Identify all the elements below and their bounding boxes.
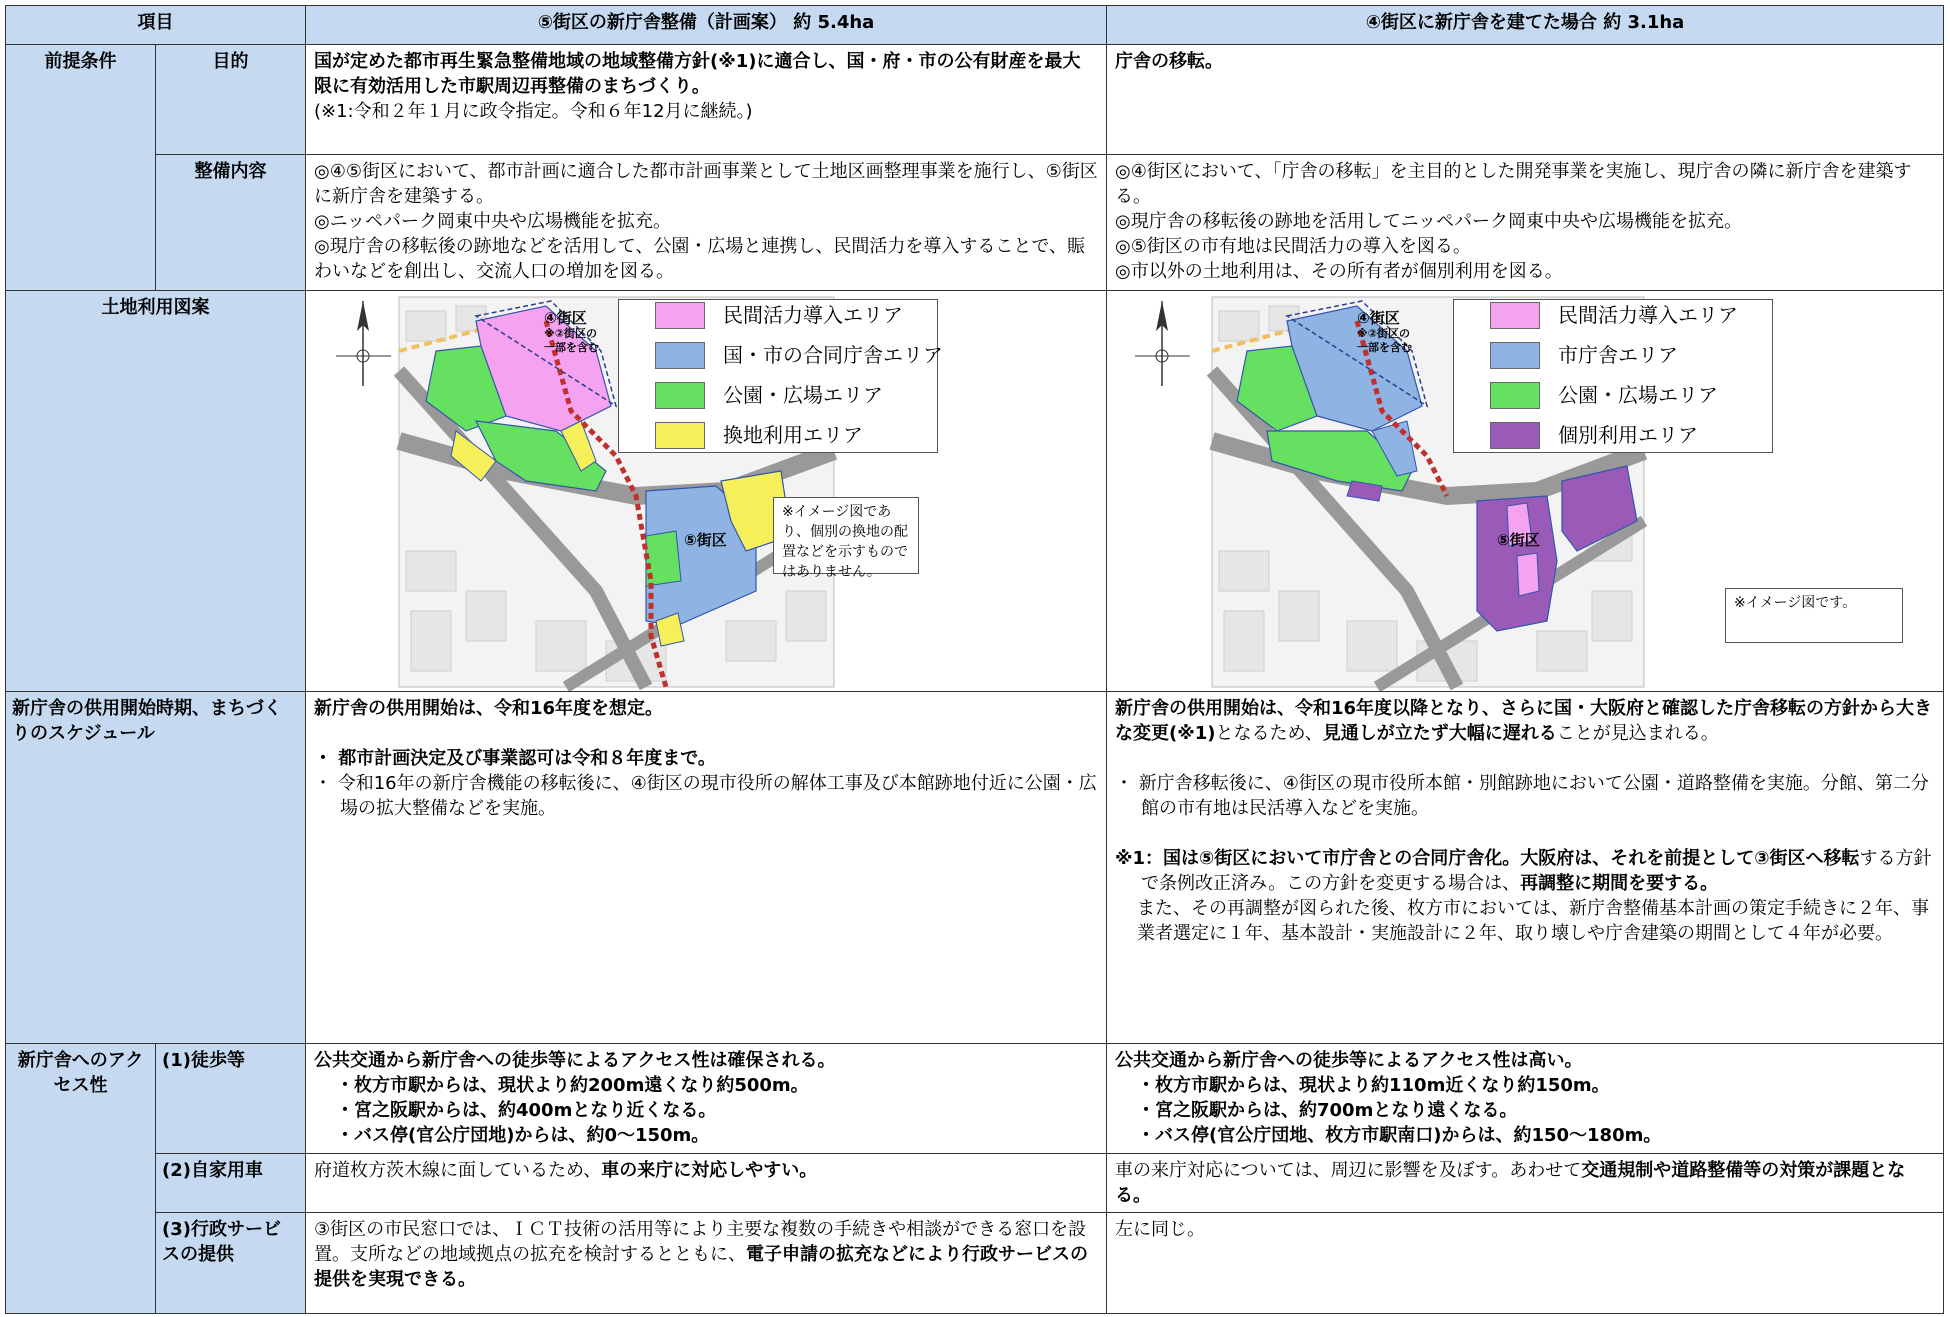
premise-label: 前提条件 [6,45,156,291]
content-plan4-item: ◎市以外の土地利用は、その所有者が個別利用を図る。 [1115,261,1563,282]
plan4-legend-label: 公園・広場エリア [1558,383,1718,407]
access-walk-plan4-item: ・バス停(官公庁団地、枚方市駅南口)からは、約150～180m。 [1137,1125,1662,1146]
plan5-legend-label: 民間活力導入エリア [723,303,903,327]
access-service-plan4-text: 左に同じ。 [1115,1219,1205,1240]
landuse-label: 土地利用図案 [6,291,306,692]
access-service-plan5 [306,1213,1107,1314]
header-item: 項目 [6,6,306,45]
schedule-plan4-note [1115,846,1935,896]
access-walk-plan5-lead: 公共交通から新庁舎への徒歩等によるアクセス性は確保される。 [314,1050,836,1071]
landuse-row [6,291,1944,692]
plan4-legend-swatch [1490,422,1540,449]
content-plan5-item: ◎ニッペパーク岡東中央や広場機能を拡充。 [314,211,671,232]
access-service-row [6,1213,1944,1314]
plan4-legend-label: 個別利用エリア [1558,423,1698,447]
purpose-row [6,45,1944,155]
schedule-plan4-note-plain: する方針で条例改正済み。この方針を変更する場合は、 [1141,848,1932,894]
schedule-plan4-note-bold: ※1：国は⑤街区において市庁舎との合同庁舎化。大阪府は、それを前提として③街区へ移転 [1115,848,1860,869]
purpose-plan5 [306,45,1107,155]
content-plan4-item: ◎④街区において、「庁舎の移転」を主目的とした開発事業を実施し、現庁舎の隣に新庁舎を建築する。 [1115,161,1912,207]
schedule-plan4-note-bold: 再調整に期間を要する。 [1520,873,1719,894]
schedule-plan4-lead-bold: 見通しが立たず大幅に遅れる [1322,723,1557,744]
access-car-plan4 [1107,1154,1944,1213]
schedule-plan4-lead-plain: となるため、 [1215,723,1323,744]
schedule-plan4-bullet: ・ 新庁舎移転後に、④街区の現市役所本館・別館跡地において公園・道路整備を実施。分館、第二分館の市有地は民活導入などを実施。 [1115,773,1929,819]
content-plan4-item: ◎⑤街区の市有地は民間活力の導入を図る。 [1115,236,1471,257]
north-arrow-icon [1135,301,1190,386]
access-car-plan4-text [1115,1158,1935,1208]
comparison-table [5,5,1944,1314]
plan4-legend-item [1454,302,1772,330]
access-car-plan4-bold: 交通規制や道路整備等の対策が課題となる。 [1115,1160,1906,1206]
access-walk-plan5-item: ・バス停(官公庁団地)からは、約0～150m。 [336,1125,710,1146]
comparison-sheet [5,5,1943,1310]
plan4-block4-label: ④街区 [1357,309,1400,327]
plan5-legend-swatch [655,342,705,369]
access-service-plan5-plain: ③街区の市民窓口では、ＩＣＴ技術の活用等により主要な複数の手続きや相談ができる窓口を設置。支所などの地域拠点の拡充を検討するとともに、 [314,1219,1087,1265]
header-row [6,6,1944,45]
content-plan5-item: ◎④⑤街区において、都市計画に適合した都市計画事業として土地区画整理事業を施行し、⑤街区に新庁舎を建築する。 [314,161,1098,207]
content-plan4 [1107,155,1944,291]
access-walk-plan5 [306,1044,1107,1154]
plan4-legend-swatch [1490,302,1540,329]
content-plan4-item: ◎現庁舎の移転後の跡地を活用してニッペパーク岡東中央や広場機能を拡充。 [1115,211,1742,232]
access-service-plan5-bold: 電子申請の拡充などにより行政サービスの提供を実現できる。 [314,1244,1088,1290]
access-walk-plan5-item: ・宮之阪駅からは、約400mとなり近くなる。 [336,1100,717,1121]
access-walk-label: (1)徒歩等 [156,1044,306,1154]
plan5-legend-item [619,342,943,370]
schedule-plan4-lead-bold: 新庁舎の供用開始は、令和16年度以降となり、さらに国・大阪府と確認した庁舎移転の方針から大きな変更(※1) [1115,698,1933,744]
access-service-plan4 [1107,1213,1944,1314]
plan4-block4-sub: ※②街区の一部を含む [1357,327,1412,354]
plan5-legend-label: 公園・広場エリア [723,383,883,407]
plan4-legend-label: 市庁舎エリア [1558,343,1678,367]
access-car-plan5-text [314,1158,1098,1183]
access-car-plan5 [306,1154,1107,1213]
schedule-plan4-lead [1115,696,1935,746]
access-walk-plan4-item: ・宮之阪駅からは、約700mとなり遠くなる。 [1137,1100,1518,1121]
access-car-label: (2)自家用車 [156,1154,306,1213]
plan5-legend-item [619,302,937,330]
access-walk-plan5-item: ・枚方市駅からは、現状より約200m遠くなり約500m。 [336,1075,809,1096]
plan5-legend-item [619,382,937,410]
plan5-block5-label: ⑤街区 [684,531,727,549]
plan5-image-note: ※イメージ図であり、個別の換地の配置などを示すものではありません。 [773,497,919,574]
access-car-plan5-plain: 府道枚方茨木線に面しているため、 [314,1160,602,1181]
purpose-plan4 [1107,45,1944,155]
purpose-plan5-note: (※1:令和２年１月に政令指定。令和６年12月に継続。) [314,101,753,122]
access-walk-plan4 [1107,1044,1944,1154]
schedule-label: 新庁舎の供用開始時期、まちづくりのスケジュール [6,692,306,1044]
plan5-legend-item [619,422,937,450]
plan4-zone-private [1517,553,1539,596]
plan5-legend-swatch [655,382,705,409]
schedule-plan4-note-continued: また、その再調整が図られた後、枚方市においては、新庁舎整備基本計画の策定手続きに２年、事業者選定に１年、基本設計・実施設計に２年、取り壊しや庁舎建築の期間として４年が必要。 [1137,898,1929,944]
landuse-plan5-map [306,291,1107,692]
header-plan4: ④街区に新庁舎を建てた場合 約 3.1ha [1107,6,1944,45]
plan4-legend-swatch [1490,382,1540,409]
access-walk-plan4-item: ・枚方市駅からは、現状より約110m近くなり約150m。 [1137,1075,1610,1096]
north-arrow-icon [336,301,391,386]
purpose-plan4-text: 庁舎の移転。 [1115,51,1223,72]
access-car-plan5-bold: 車の来庁に対応しやすい。 [601,1160,818,1181]
plan5-legend [618,299,943,453]
content-plan5-item: ◎現庁舎の移転後の跡地などを活用して、公園・広場と連携し、民間活力を導入することで、賑わいなどを創出し、交流人口の増加を図る。 [314,236,1085,282]
schedule-plan5 [306,692,1107,1044]
content-row [6,155,1944,291]
schedule-plan4-lead-plain: ことが見込まれる。 [1556,723,1719,744]
plan5-legend-label: 換地利用エリア [723,423,863,447]
plan4-legend-item [1454,382,1772,410]
plan4-legend-item [1454,422,1772,450]
access-service-plan5-text [314,1217,1098,1292]
plan5-legend-swatch [655,302,705,329]
plan5-legend-label: 国・市の合同庁舎エリア [723,343,943,367]
plan4-legend-label: 民間活力導入エリア [1558,303,1738,327]
plan5-legend-swatch [655,422,705,449]
access-walk-row [6,1044,1944,1154]
plan4-image-note: ※イメージ図です。 [1725,588,1903,643]
access-label: 新庁舎へのアクセス性 [6,1044,156,1314]
access-service-label: (3)行政サービスの提供 [156,1213,306,1314]
content-plan5 [306,155,1107,291]
landuse-plan4-map [1107,291,1944,692]
content-label: 整備内容 [156,155,306,291]
access-car-plan4-plain: 車の来庁対応については、周辺に影響を及ぼす。あわせて [1115,1160,1582,1181]
plan5-block4-sub: ※②街区の一部を含む [544,327,599,354]
schedule-plan4 [1107,692,1944,1044]
schedule-plan5-lead: 新庁舎の供用開始は、令和16年度を想定。 [314,698,664,719]
plan4-legend-swatch [1490,342,1540,369]
schedule-plan5-bullet: ・ 都市計画決定及び事業認可は令和８年度まで。 [314,748,716,769]
access-car-row [6,1154,1944,1213]
plan4-legend-item [1454,342,1772,370]
schedule-plan5-bullet: ・ 令和16年の新庁舎機能の移転後に、④街区の現市役所の解体工事及び本館跡地付近に公園・広場の拡大整備などを実施。 [314,773,1097,819]
plan4-block5-label: ⑤街区 [1497,531,1540,549]
access-walk-plan4-lead: 公共交通から新庁舎への徒歩等によるアクセス性は高い。 [1115,1050,1583,1071]
purpose-plan5-main: 国が定めた都市再生緊急整備地域の地域整備方針(※1)に適合し、国・府・市の公有財産を最大限に有効活用した市駅周辺再整備のまちづくり。 [314,51,1081,97]
schedule-row [6,692,1944,1044]
header-plan5: ⑤街区の新庁舎整備（計画案） 約 5.4ha [306,6,1107,45]
purpose-label: 目的 [156,45,306,155]
plan5-block4-label: ④街区 [544,309,587,327]
plan4-legend [1453,299,1773,453]
